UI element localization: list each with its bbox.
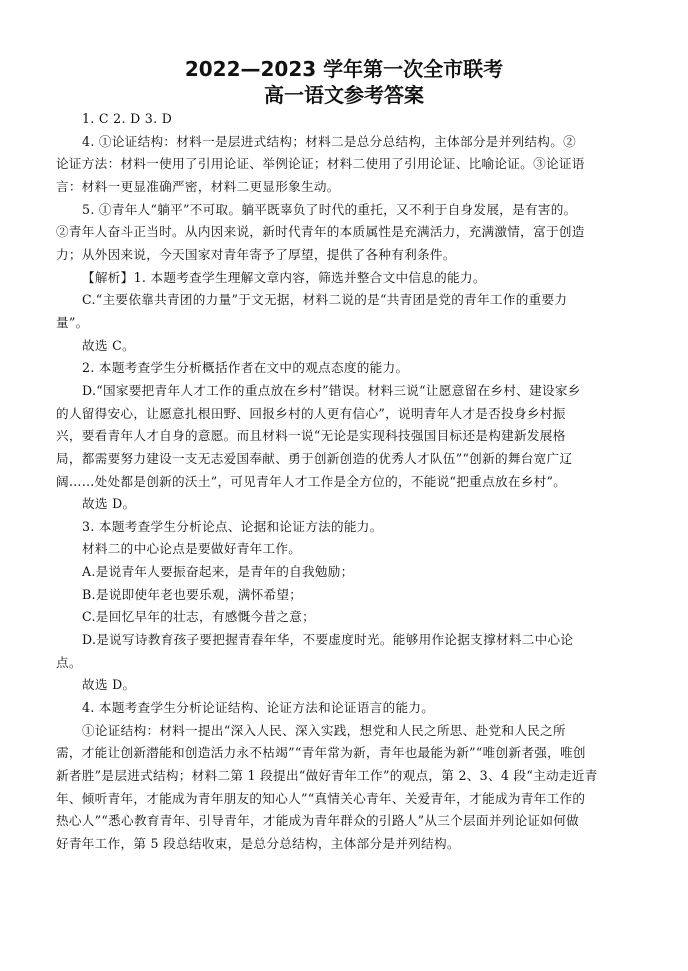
text-line: 好青年工作，第 5 段总结收束，是总分总结构，主体部分是并列结构。: [56, 836, 460, 851]
exam-title: 2022—2023 学年第一次全市联考: [184, 57, 504, 81]
text-line: 材料二的中心论点是要做好青年工作。: [82, 541, 302, 557]
text-line: 年、倾听青年，才能成为青年朋友的知心人”“真情关心青年、关爱青年，才能成为青年工作的: [56, 790, 586, 806]
text-line: 故选 D。: [82, 496, 136, 512]
text-line: 热心人”“悉心教育青年、引导青年，才能成为青年群众的引路人”从三个层面并列论证如何做: [56, 813, 580, 829]
text-line: 新者胜”是层进式结构；材料二第 1 段提出“做好青年工作”的观点，第 2、3、4 段“主动走近青: [56, 768, 598, 784]
answer-body: [56, 108, 636, 856]
text-line: C.是回忆早年的壮志，有感慨今昔之意；: [82, 609, 315, 625]
text-line: 4. ①论证结构：材料一是层进式结构；材料二是总分总结构，主体部分是并列结构。②: [82, 133, 576, 149]
text-line: 3. 本题考查学生分析论点、论据和论证方法的能力。: [82, 518, 383, 534]
text-line: 【解析】1. 本题考查学生理解文章内容，筛选并整合文中信息的能力。: [82, 269, 486, 285]
text-line: 力；从外因来说，今天国家对青年寄予了厚望，提供了各种有利条件。: [56, 246, 456, 262]
text-line: ②青年人奋斗正当时。从内因来说，新时代青年的本质属性是充满活力，充满激情，富于创造: [56, 224, 585, 240]
text-line: 局，都需要努力建设一支无志爱国奉献、勇于创新创造的优秀人才队伍”“创新的舞台宽广辽: [56, 450, 573, 466]
text-line: ①论证结构：材料一提出“深入人民、深入实践，想党和人民之所思、赴党和人民之所: [82, 722, 566, 738]
text-line: D.“国家要把青年人才工作的重点放在乡村”错误。材料三说“让愿意留在乡村、建设家乡: [82, 382, 581, 398]
text-line: 故选 D。: [82, 677, 136, 693]
text-line: 故选 C。: [82, 337, 135, 353]
text-line: 1. C 2. D 3. D: [82, 111, 173, 126]
text-line: 兴，要看青年人才自身的意愿。而且材料一说“无论是实现科技强国目标还是构建新发展格: [56, 428, 566, 444]
text-line: C.“主要依靠共青团的力量”于文无据，材料二说的是“共青团是党的青年工作的重要力: [82, 292, 568, 308]
text-line: B.是说即使年老也要乐观，满怀希望；: [82, 586, 303, 602]
text-line: 量”。: [56, 314, 89, 330]
text-line: 的人留得安心，让愿意扎根田野、回报乡村的人更有信心”，说明青年人才是否投身乡村振: [56, 405, 566, 421]
text-line: 阔……处处都是创新的沃土”，可见青年人才工作是全方位的，不能说“把重点放在乡村”。: [56, 473, 567, 489]
text-line: D.是说写诗教育孩子要把握青春年华，不要虚度时光。能够用作论据支撑材料二中心论: [82, 632, 574, 648]
document-subtitle: 高一语文参考答案: [264, 83, 424, 107]
text-line: 5. ①青年人“躺平”不可取。躺平既辜负了时代的重托，又不利于自身发展，是有害的。: [82, 201, 577, 217]
text-line: 2. 本题考查学生分析概括作者在文中的观点态度的能力。: [82, 360, 409, 376]
text-line: 需，才能让创新潜能和创造活力永不枯竭”“青年常为新，青年也最能为新”“唯创新者强，唯创: [56, 745, 586, 761]
text-line: 点。: [56, 654, 82, 670]
text-line: 4. 本题考查学生分析论证结构、论证方法和论证语言的能力。: [82, 700, 435, 716]
text-line: 论证方法：材料一使用了引用论证、举例论证；材料二使用了引用论证、比喻论证。③论证语: [56, 156, 585, 172]
text-line: A.是说青年人要振奋起来，是青年的自我勉励；: [82, 564, 354, 580]
text-line: 言：材料一更显准确严密，材料二更显形象生动。: [56, 178, 340, 194]
